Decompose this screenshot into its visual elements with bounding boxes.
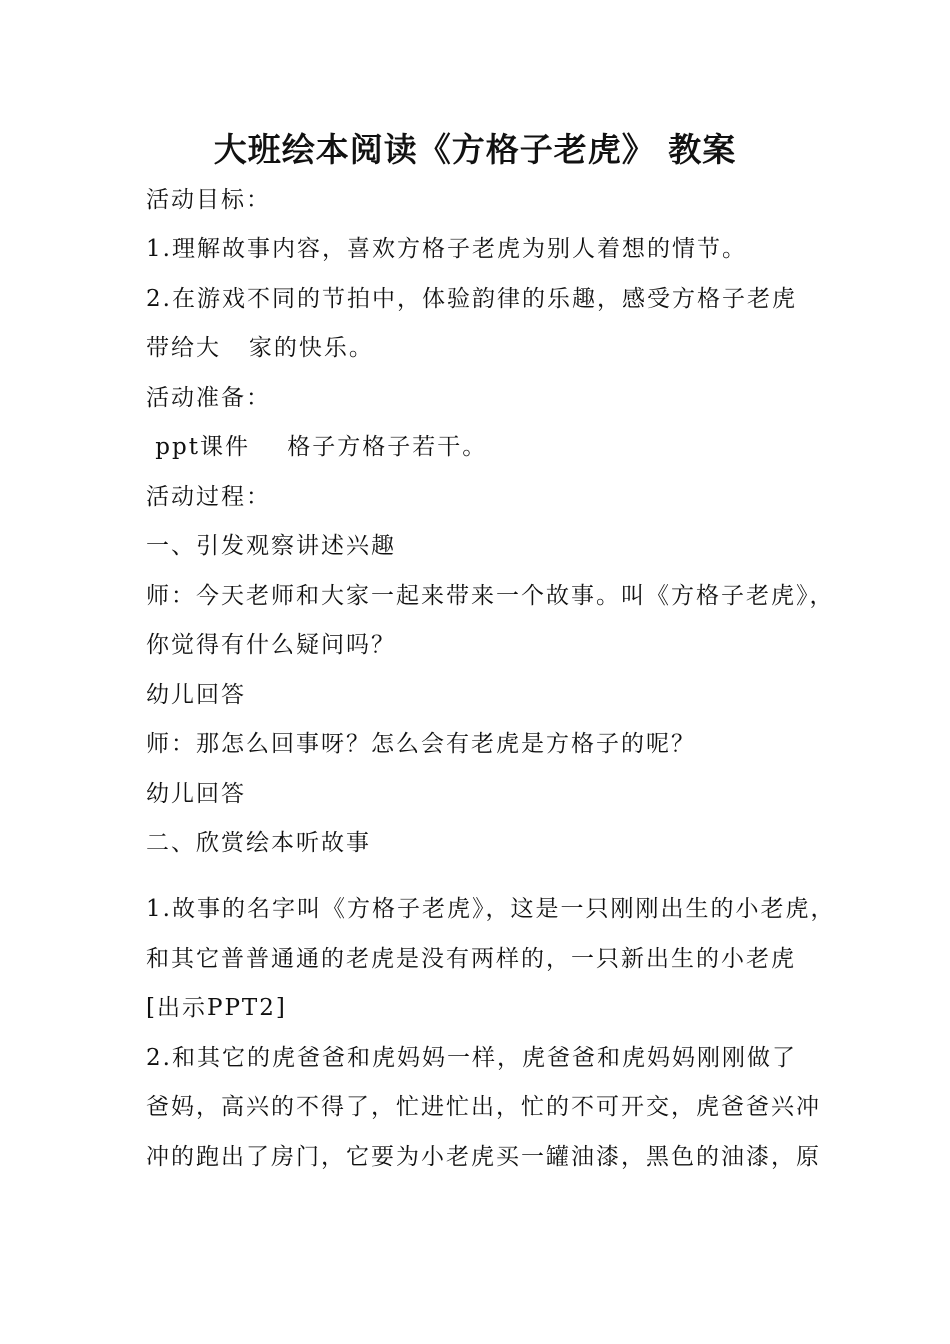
paragraph-line: 二、欣赏绘本听故事 xyxy=(146,830,371,856)
paragraph-line: 2.和其它的虎爸爸和虎妈妈一样，虎爸爸和虎妈妈刚刚做了 xyxy=(146,1045,797,1071)
paragraph-line: 幼儿回答 xyxy=(146,781,246,807)
paragraph-line: 一、引发观察讲述兴趣 xyxy=(146,533,396,559)
paragraph-line: 冲的跑出了房门，它要为小老虎买一罐油漆，黑色的油漆，原 xyxy=(146,1144,821,1170)
paragraph-line: 1.理解故事内容，喜欢方格子老虎为别人着想的情节。 xyxy=(146,236,747,262)
section-heading-process: 活动过程： xyxy=(146,484,271,510)
paragraph-line: 带给大 家的快乐。 xyxy=(146,335,374,361)
paragraph-line: 幼儿回答 xyxy=(146,682,246,708)
section-heading-goals: 活动目标： xyxy=(146,187,271,213)
paragraph-line: 你觉得有什么疑问吗？ xyxy=(146,632,396,658)
section-heading-preparation: 活动准备： xyxy=(146,385,271,411)
paragraph-line: ppt课件 格子方格子若干。 xyxy=(146,434,488,460)
paragraph-line: 和其它普普通通的老虎是没有两样的，一只新出生的小老虎 xyxy=(146,946,796,972)
paragraph-line: 师：今天老师和大家一起来带来一个故事。叫《方格子老虎》， xyxy=(146,583,835,609)
paragraph-line: 2.在游戏不同的节拍中，体验韵律的乐趣，感受方格子老虎 xyxy=(146,286,797,312)
paragraph-line: 爸妈，高兴的不得了，忙进忙出，忙的不可开交，虎爸爸兴冲 xyxy=(146,1094,821,1120)
paragraph-line: 1.故事的名字叫《方格子老虎》，这是一只刚刚出生的小老虎， xyxy=(146,896,836,922)
document-title: 大班绘本阅读《方格子老虎》 教案 xyxy=(213,130,737,169)
paragraph-line: [出示PPT2] xyxy=(146,995,287,1021)
paragraph-line: 师：那怎么回事呀？怎么会有老虎是方格子的呢？ xyxy=(146,731,696,757)
